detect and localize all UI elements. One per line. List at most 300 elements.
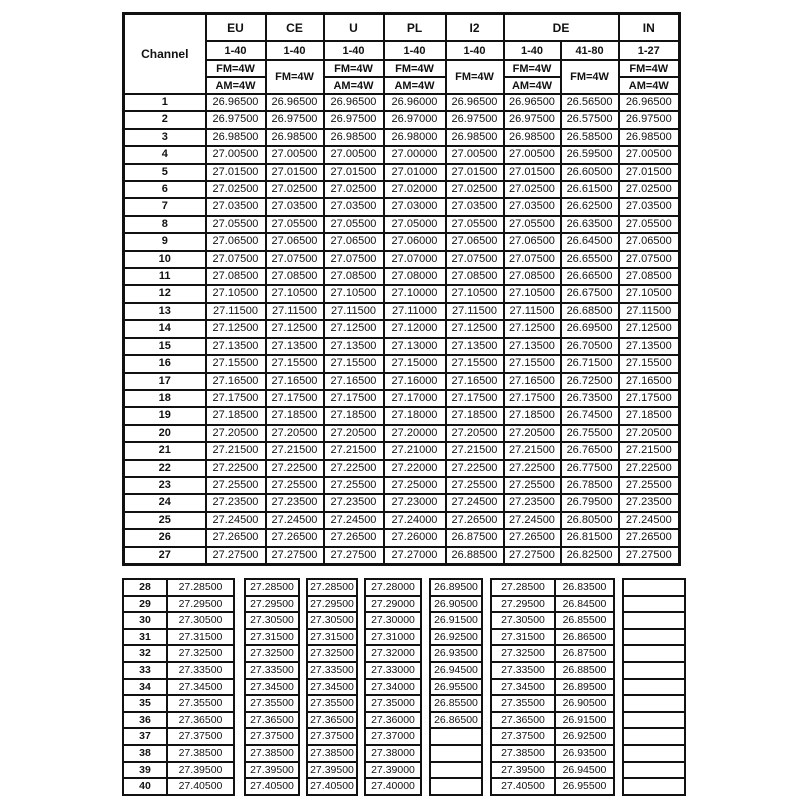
freq-cell [623,645,685,662]
freq-cell [430,745,482,762]
channel-cell: 26 [124,529,206,546]
freq-cell: 27.03500 [619,198,680,215]
table-row [307,679,357,696]
freq-cell: 27.24500 [619,512,680,529]
freq-cell: 27.30500 [167,612,234,629]
freq-cell: 27.27500 [504,547,561,565]
freq-cell: 27.34500 [167,679,234,696]
table-row [123,712,234,729]
header-row-countries [124,14,680,42]
freq-cell: 27.12500 [619,320,680,337]
table-row [124,390,680,407]
power-header-fm: FM=4W [324,60,384,77]
freq-cell: 27.15500 [504,355,561,372]
freq-cell: 27.12500 [324,320,384,337]
table-row [245,679,299,696]
freq-cell [623,612,685,629]
freq-cell: 27.10500 [504,285,561,302]
freq-cell: 27.21500 [619,442,680,459]
freq-cell: 26.78500 [561,477,619,494]
freq-cell: 27.03000 [384,198,446,215]
freq-cell: 27.25500 [619,477,680,494]
channel-cell: 29 [123,596,167,613]
freq-cell: 27.06500 [446,233,504,250]
freq-cell: 27.34500 [245,679,299,696]
freq-cell: 26.75500 [561,425,619,442]
table-row [430,695,482,712]
power-header-fm: FM=4W [504,60,561,77]
freq-cell: 26.89500 [555,679,614,696]
freq-cell: 26.96500 [619,94,680,111]
freq-cell: 27.00500 [324,146,384,163]
table-row [623,645,685,662]
freq-cell: 27.26500 [504,529,561,546]
freq-cell: 27.38500 [167,745,234,762]
freq-cell: 26.95500 [555,778,614,795]
freq-cell: 27.37500 [245,728,299,745]
freq-cell: 27.30500 [307,612,357,629]
freq-cell: 27.23500 [504,494,561,511]
freq-cell: 26.92500 [555,728,614,745]
freq-cell: 26.85500 [430,695,482,712]
channel-cell: 39 [123,762,167,779]
power-header-am: AM=4W [206,77,266,94]
power-header-am: AM=4W [384,77,446,94]
freq-cell: 27.00500 [206,146,266,163]
table-row [124,233,680,250]
freq-cell: 27.10500 [206,285,266,302]
freq-cell: 27.10500 [324,285,384,302]
channel-cell: 9 [124,233,206,250]
table-row [245,629,299,646]
range-header: 1-40 [206,41,266,60]
freq-cell [430,728,482,745]
freq-cell: 26.67500 [561,285,619,302]
freq-cell: 27.15500 [324,355,384,372]
freq-cell: 27.07500 [504,251,561,268]
freq-cell: 27.32500 [167,645,234,662]
freq-cell: 27.06500 [266,233,324,250]
freq-cell: 27.05500 [446,216,504,233]
table-row [365,679,421,696]
table-row [123,596,234,613]
freq-cell: 27.13500 [619,338,680,355]
country-header-pl: PL [384,14,446,42]
table-row [307,695,357,712]
table-row [623,695,685,712]
freq-cell: 27.08500 [206,268,266,285]
range-header: 41-80 [561,41,619,60]
table-row [245,745,299,762]
freq-cell: 26.97500 [324,111,384,128]
freq-cell: 26.88500 [555,662,614,679]
freq-cell: 26.98500 [446,129,504,146]
table-row [623,679,685,696]
freq-cell: 27.08500 [446,268,504,285]
freq-cell: 27.16500 [324,373,384,390]
channel-cell: 34 [123,679,167,696]
freq-cell: 27.30500 [491,612,555,629]
freq-cell: 27.31500 [307,629,357,646]
table-row [123,745,234,762]
table-row [124,94,680,111]
freq-cell: 27.21500 [446,442,504,459]
freq-cell: 27.29000 [365,596,421,613]
power-header-fm: FM=4W [561,60,619,94]
freq-cell: 27.03500 [504,198,561,215]
table-row [124,111,680,128]
freq-cell: 27.08500 [266,268,324,285]
freq-cell: 26.98000 [384,129,446,146]
frequency-rows-1-27 [124,94,680,564]
table-row [124,216,680,233]
freq-cell: 27.21500 [504,442,561,459]
freq-cell: 26.94500 [555,762,614,779]
freq-cell: 26.96500 [206,94,266,111]
channel-cell: 35 [123,695,167,712]
table-row [124,477,680,494]
freq-cell: 27.24500 [504,512,561,529]
freq-cell: 27.13500 [446,338,504,355]
freq-cell: 26.57500 [561,111,619,128]
lower-box-ce [244,578,300,796]
table-row [124,285,680,302]
country-header-u: U [324,14,384,42]
freq-cell: 27.05500 [206,216,266,233]
country-header-in: IN [619,14,680,42]
table-row [245,645,299,662]
freq-cell: 26.97500 [619,111,680,128]
freq-cell: 27.03500 [446,198,504,215]
freq-cell: 27.38000 [365,745,421,762]
freq-cell: 26.74500 [561,407,619,424]
freq-cell: 27.23500 [206,494,266,511]
freq-cell: 27.34500 [307,679,357,696]
freq-cell: 27.26000 [384,529,446,546]
lower-box-in [622,578,686,796]
channel-cell: 13 [124,303,206,320]
freq-cell: 27.40000 [365,778,421,795]
freq-cell: 27.07500 [446,251,504,268]
table-row [623,778,685,795]
freq-cell: 27.15500 [206,355,266,372]
table-row [123,762,234,779]
freq-cell: 27.37500 [491,728,555,745]
channel-cell: 10 [124,251,206,268]
freq-cell: 27.06000 [384,233,446,250]
channel-cell: 6 [124,181,206,198]
table-row [123,679,234,696]
table-row [124,529,680,546]
channel-cell: 12 [124,285,206,302]
lower-box-pl [364,578,422,796]
freq-cell: 26.64500 [561,233,619,250]
freq-cell: 27.00500 [266,146,324,163]
freq-cell: 26.79500 [561,494,619,511]
channel-cell: 18 [124,390,206,407]
table-row [124,460,680,477]
range-header: 1-27 [619,41,680,60]
freq-cell: 27.33500 [245,662,299,679]
freq-cell: 27.02500 [619,181,680,198]
freq-cell: 27.20500 [619,425,680,442]
freq-cell: 27.27500 [324,547,384,565]
table-row [365,778,421,795]
table-row [124,303,680,320]
table-row [430,612,482,629]
freq-cell: 27.10500 [619,285,680,302]
channel-cell: 14 [124,320,206,337]
freq-cell: 26.91500 [430,612,482,629]
table-row [623,712,685,729]
freq-cell: 27.11500 [266,303,324,320]
channel-cell: 31 [123,629,167,646]
table-row [365,712,421,729]
channel-cell: 23 [124,477,206,494]
table-row [245,662,299,679]
freq-cell: 27.18500 [266,407,324,424]
freq-cell: 26.56500 [561,94,619,111]
freq-cell: 26.87500 [446,529,504,546]
channel-cell: 30 [123,612,167,629]
freq-cell: 27.24500 [266,512,324,529]
table-row [245,695,299,712]
freq-cell: 27.26500 [324,529,384,546]
freq-cell: 27.16500 [446,373,504,390]
freq-cell: 27.06500 [324,233,384,250]
freq-cell: 27.08500 [504,268,561,285]
table-row [491,596,614,613]
table-row [623,579,685,596]
freq-cell: 26.72500 [561,373,619,390]
table-row [623,728,685,745]
channel-cell: 3 [124,129,206,146]
freq-cell: 27.40500 [245,778,299,795]
table-row [307,629,357,646]
freq-cell: 26.97500 [266,111,324,128]
table-row [123,778,234,795]
freq-cell: 27.00500 [619,146,680,163]
channel-cell: 15 [124,338,206,355]
freq-cell: 27.32000 [365,645,421,662]
table-row [124,164,680,181]
freq-cell: 27.24000 [384,512,446,529]
freq-cell: 27.33500 [167,662,234,679]
freq-cell: 27.25500 [446,477,504,494]
freq-cell: 27.23500 [619,494,680,511]
freq-cell: 27.25500 [504,477,561,494]
power-header-am: AM=4W [619,77,680,94]
freq-cell: 27.22500 [206,460,266,477]
freq-cell: 27.39000 [365,762,421,779]
freq-cell: 27.20500 [206,425,266,442]
freq-cell: 27.37500 [307,728,357,745]
table-row [491,745,614,762]
table-row [491,629,614,646]
channel-cell: 1 [124,94,206,111]
freq-cell: 26.96000 [384,94,446,111]
freq-cell: 27.33500 [491,662,555,679]
channel-cell: 28 [123,579,167,596]
freq-cell: 27.28500 [245,579,299,596]
freq-cell: 26.97500 [504,111,561,128]
freq-cell: 26.80500 [561,512,619,529]
freq-cell: 27.16500 [206,373,266,390]
freq-cell: 27.36500 [245,712,299,729]
freq-cell: 26.65500 [561,251,619,268]
table-row [245,778,299,795]
freq-cell: 26.71500 [561,355,619,372]
channel-cell: 21 [124,442,206,459]
lower-box-de [490,578,615,796]
table-row [245,579,299,596]
freq-cell: 27.12500 [504,320,561,337]
freq-cell: 27.01500 [206,164,266,181]
freq-cell: 27.33000 [365,662,421,679]
channel-cell: 19 [124,407,206,424]
freq-cell: 26.98500 [619,129,680,146]
freq-cell: 27.32500 [245,645,299,662]
table-row [123,645,234,662]
freq-cell: 27.36000 [365,712,421,729]
freq-cell: 27.15000 [384,355,446,372]
freq-cell: 26.63500 [561,216,619,233]
freq-cell: 27.22500 [504,460,561,477]
country-header-i2: I2 [446,14,504,42]
freq-cell: 26.98500 [504,129,561,146]
power-header-am: AM=4W [504,77,561,94]
freq-cell: 27.30500 [245,612,299,629]
table-row [307,596,357,613]
freq-cell: 27.20500 [446,425,504,442]
freq-cell: 27.40500 [491,778,555,795]
channel-cell: 22 [124,460,206,477]
freq-cell: 26.76500 [561,442,619,459]
freq-cell: 26.70500 [561,338,619,355]
table-row [245,728,299,745]
freq-cell: 27.13500 [206,338,266,355]
freq-cell [623,745,685,762]
table-row [491,695,614,712]
freq-cell: 27.27500 [206,547,266,565]
table-row [124,251,680,268]
freq-cell: 26.92500 [430,629,482,646]
freq-cell: 27.12500 [206,320,266,337]
channel-cell: 2 [124,111,206,128]
freq-cell: 27.27500 [266,547,324,565]
freq-cell: 27.18000 [384,407,446,424]
freq-cell: 27.20500 [324,425,384,442]
table-row [491,679,614,696]
freq-cell: 27.10500 [446,285,504,302]
table-row [124,494,680,511]
table-row [307,662,357,679]
freq-cell: 27.32500 [307,645,357,662]
freq-cell: 27.33500 [307,662,357,679]
table-row [491,778,614,795]
freq-cell: 27.11500 [619,303,680,320]
freq-cell: 27.12000 [384,320,446,337]
freq-cell: 26.96500 [504,94,561,111]
freq-cell: 26.62500 [561,198,619,215]
freq-cell: 27.20500 [266,425,324,442]
freq-cell: 26.66500 [561,268,619,285]
range-header: 1-40 [324,41,384,60]
freq-cell: 27.02500 [266,181,324,198]
range-header: 1-40 [384,41,446,60]
lower-box-i2 [429,578,483,796]
freq-cell: 27.36500 [307,712,357,729]
table-row [245,762,299,779]
power-header-fm: FM=4W [384,60,446,77]
frequency-table-upper [122,12,681,566]
table-row [430,778,482,795]
channel-cell: 38 [123,745,167,762]
freq-cell: 27.16000 [384,373,446,390]
freq-cell [623,762,685,779]
channel-cell: 27 [124,547,206,565]
freq-cell: 27.01500 [504,164,561,181]
table-row [124,355,680,372]
freq-cell: 26.60500 [561,164,619,181]
freq-cell: 27.00000 [384,146,446,163]
table-row [245,596,299,613]
freq-cell: 27.08500 [619,268,680,285]
freq-cell: 27.35500 [491,695,555,712]
freq-cell: 26.87500 [555,645,614,662]
table-row [124,338,680,355]
freq-cell: 27.29500 [245,596,299,613]
table-row [365,579,421,596]
freq-cell: 27.36500 [167,712,234,729]
freq-cell: 27.38500 [307,745,357,762]
freq-cell: 27.03500 [206,198,266,215]
freq-cell: 27.07500 [619,251,680,268]
freq-cell: 27.07000 [384,251,446,268]
freq-cell: 26.93500 [430,645,482,662]
lower-box-u [306,578,358,796]
table-row [307,579,357,596]
freq-cell: 27.11500 [446,303,504,320]
freq-cell: 27.17500 [206,390,266,407]
table-row [307,712,357,729]
freq-cell: 27.23500 [324,494,384,511]
country-header-de: DE [504,14,619,42]
freq-cell: 27.35500 [245,695,299,712]
freq-cell: 27.00500 [504,146,561,163]
freq-cell: 26.77500 [561,460,619,477]
channel-cell: 17 [124,373,206,390]
freq-cell: 26.86500 [430,712,482,729]
freq-cell: 27.38500 [491,745,555,762]
freq-cell: 27.25000 [384,477,446,494]
freq-cell: 27.21500 [206,442,266,459]
lower-box-channel-eu [122,578,235,796]
freq-cell: 27.18500 [446,407,504,424]
table-row [430,679,482,696]
freq-cell: 26.94500 [430,662,482,679]
freq-cell: 27.34500 [491,679,555,696]
channel-cell: 37 [123,728,167,745]
freq-cell: 26.96500 [446,94,504,111]
freq-cell: 27.37000 [365,728,421,745]
table-row [365,645,421,662]
table-row [491,762,614,779]
freq-cell: 27.32500 [491,645,555,662]
freq-cell: 27.25500 [206,477,266,494]
freq-cell: 27.26500 [446,512,504,529]
freq-cell: 26.61500 [561,181,619,198]
